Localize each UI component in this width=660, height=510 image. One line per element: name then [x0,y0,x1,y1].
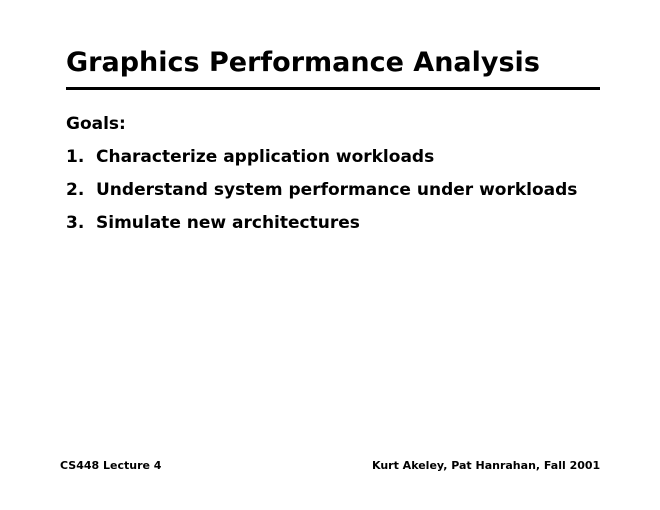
list-item [66,211,577,244]
list-item-text: Characterize application workloads [96,147,435,167]
list-item-number: 3. [66,213,85,233]
footer-author-credit: Kurt Akeley, Pat Hanrahan, Fall 2001 [372,459,601,472]
goal-list [66,145,577,244]
list-item-text: Understand system performance under workloads [96,180,578,200]
list-item-number: 2. [66,180,85,200]
title-divider [66,87,600,90]
goals-heading: Goals: [66,114,126,134]
slide-title: Graphics Performance Analysis [66,47,540,78]
list-item-text: Simulate new architectures [96,213,360,233]
footer-course-label: CS448 Lecture 4 [60,459,162,472]
list-item [66,178,577,211]
list-item [66,145,577,178]
list-item-number: 1. [66,147,85,167]
